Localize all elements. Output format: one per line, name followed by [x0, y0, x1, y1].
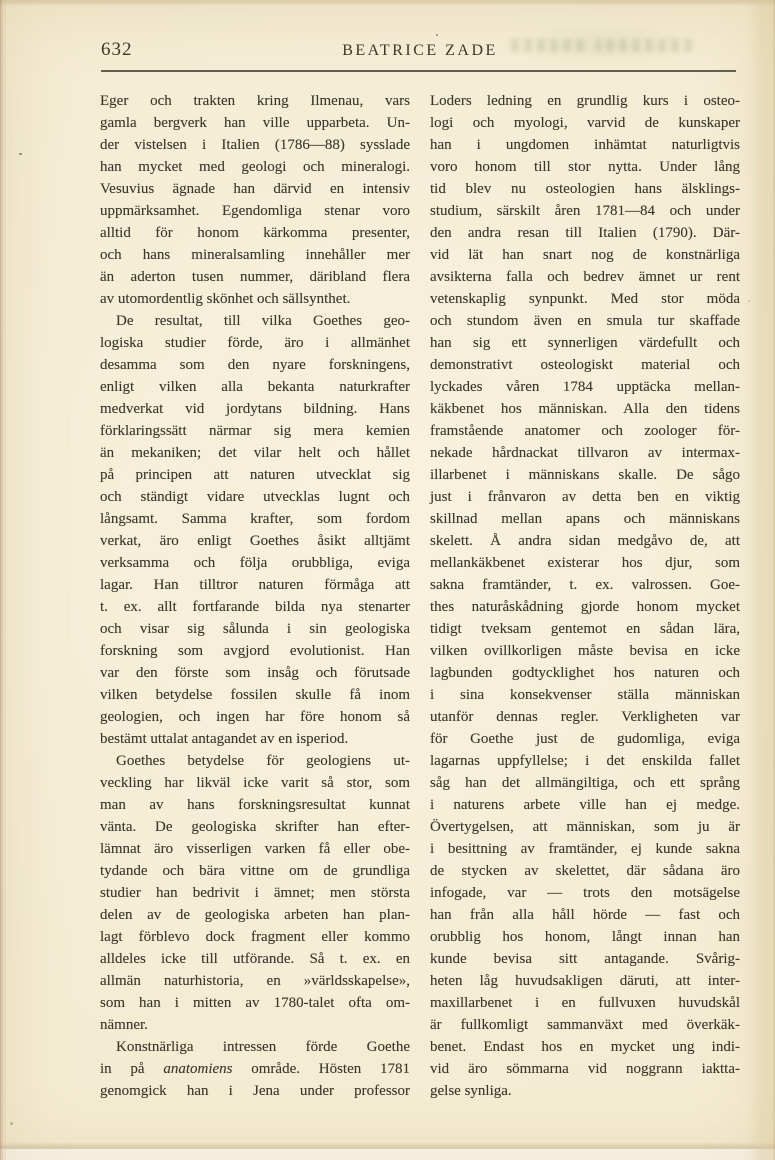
text-line: lagarnas uppfyllelse; i det enskilda fallet — [430, 753, 740, 769]
text-line: Eger och trakten kring Ilmenau, vars — [100, 93, 410, 109]
text-line: Goethes betydelse för geologiens ut- — [116, 753, 410, 769]
ink-speck — [748, 300, 750, 302]
text-line: studium, särskilt åren 1781—84 och under — [430, 203, 740, 219]
text-line: lämnat äro visserligen varken få eller obe- — [100, 841, 410, 857]
text-line: och ständigt vidare utvecklas lugnt och — [100, 489, 410, 505]
text-line: tid blev nu osteologien hans älsklings- — [430, 181, 740, 197]
text-line: såg han det allmängiltiga, och ett språng — [430, 775, 740, 791]
ink-speck — [436, 34, 438, 36]
text-line: än mekaniken; det vilar helt och hållet — [100, 445, 410, 461]
text-line: delen av de geologiska arbeten han plan- — [100, 907, 410, 923]
text-line: i sina konsekvenser ställa människan — [430, 687, 740, 703]
page-number: 632 — [101, 39, 133, 60]
text-line: gamla bergverk han ville upparbeta. Un- — [100, 115, 410, 131]
text-line: illarbenet i människans skalle. De sågo — [430, 467, 740, 483]
text-line: lagar. Han tilltror naturen förmåga att — [100, 577, 410, 593]
text-line: vilken ovillkorligen måste bevisa en icke — [430, 643, 740, 659]
header-rule — [101, 70, 736, 72]
text-line: der vistelsen i Italien (1786—88) sysslade — [100, 137, 410, 153]
left-column-lines — [100, 90, 410, 1102]
text-line: långsamt. Samma krafter, som fordom — [100, 511, 410, 527]
text-line: orubblig hos honom, långt innan han — [430, 929, 740, 945]
text-line: han mycket med geologi och mineralogi. — [100, 159, 410, 175]
text-line: verkat, äro enligt Goethes åsikt alltjämt — [100, 533, 410, 549]
text-line: vilken betydelse fossilen skulle få inom — [100, 687, 410, 703]
text-line: voro honom till stor nytta. Under lång — [430, 159, 740, 175]
text-line: enligt vilken alla bekanta naturkrafter — [100, 379, 410, 395]
text-line: genomgick han i Jena under professor — [100, 1083, 410, 1099]
bleedthrough-smudge — [506, 39, 584, 52]
text-line: logiska studier förde, äro i allmänhet — [100, 335, 410, 351]
text-line: de stycken av skelettet, där sådana äro — [430, 863, 740, 879]
text-line: nekade hårdnackat tillvaron av intermax- — [430, 445, 740, 461]
running-header: BEATRICE ZADE — [342, 42, 498, 59]
text-line: uppmärksamhet. Egendomliga stenar voro — [100, 203, 410, 219]
right-column-lines — [430, 90, 740, 1102]
text-line: är fullkomligt sammanväxt med överkäk- — [430, 1017, 740, 1033]
text-line: utanför dennas regler. Verkligheten var — [430, 709, 740, 725]
text-line: i naturens arbete ville han ej medge. — [430, 797, 740, 813]
text-line: tydande och bära vittne om de grundliga — [100, 863, 410, 879]
text-line: tidigt tveksam gentemot en sådan lära, — [430, 621, 740, 637]
text-line: och hans mineralsamling innehåller mer — [100, 247, 410, 263]
text-line: han sig ett synnerligen värdefullt och — [430, 335, 740, 351]
text-line: än aderton tusen nummer, däribland flera — [100, 269, 410, 285]
text-line: t. ex. allt fortfarande bilda nya stenarter — [100, 599, 410, 615]
text-line: logi och myologi, varvid de kunskaper — [430, 115, 740, 131]
text-line: bestämt uttalat antagandet av en isperiod. — [100, 731, 349, 747]
text-line: avsikterna falla och bedrev ämnet ur rent — [430, 269, 740, 285]
text-line: forskning som avgjord evolutionist. Han — [100, 643, 410, 659]
text-line: vänta. De geologiska skrifter han efter- — [100, 819, 410, 835]
text-line: han från alla håll hörde — fast och — [430, 907, 740, 923]
text-line: geologien, och ingen har före honom så — [100, 709, 410, 725]
text-line: kunde bevisa sitt antagande. Svårig- — [430, 951, 740, 967]
text-line: Vesuvius ägnade han därvid en intensiv — [100, 181, 410, 197]
text-line: skelett. Å andra sidan medgåvo de, att — [430, 533, 740, 549]
text-line: som han i mitten av 1780-talet ofta om- — [100, 995, 410, 1011]
text-line: nämner. — [100, 1017, 148, 1033]
text-line: allmän naturhistoria, en »världsskapelse», — [100, 973, 410, 989]
text-line: sakna framtänder, t. ex. valrossen. Goe- — [430, 577, 740, 593]
text-line: gelse synliga. — [430, 1083, 512, 1099]
text-line: mellankäkbenet existerar hos djur, som — [430, 555, 740, 571]
bleedthrough-smudge — [596, 39, 692, 52]
text-line: alldeles icke till utförande. Så t. ex. en — [100, 951, 410, 967]
text-line: i besittning av framtänder, ej kunde sakna — [430, 841, 740, 857]
text-line: lagt förblevo dock fragment eller kommo — [100, 929, 410, 945]
text-line: maxillarbenet i en fullvuxen huvudskål — [430, 995, 740, 1011]
text-line: lyckades våren 1784 upptäcka mellan- — [430, 379, 740, 395]
text-line: den andra resan till Italien (1790). Där- — [430, 225, 740, 241]
text-line: av utomordentlig skönhet och sällsynthet. — [100, 291, 351, 307]
text-line: och visar sig sålunda i sin geologiska — [100, 621, 410, 637]
text-line: benet. Endast hos en mycket ung indi- — [430, 1039, 740, 1055]
text-line: heten låg huvudsakligen däruti, att inter- — [430, 973, 740, 989]
text-line: desamma som den nyare forskningens, — [100, 357, 410, 373]
text-line: infogade, var — trots den motsägelse — [430, 885, 740, 901]
text-line: käkbenet hos människan. Alla den tidens — [430, 401, 740, 417]
text-line: var den förste som insåg och förutsade — [100, 665, 410, 681]
text-line: Konstnärliga intressen förde Goethe — [116, 1039, 410, 1055]
text-line: demonstrativt osteologiskt material och — [430, 357, 740, 373]
text-line: De resultat, till vilka Goethes geo- — [116, 313, 410, 329]
text-line: lagbunden godtycklighet hos naturen och — [430, 665, 740, 681]
text-line: just i frånvaron av detta ben en viktig — [430, 489, 740, 505]
text-line: alltid för honom kärkomma presenter, — [100, 225, 410, 241]
text-line: studier han bedrivit i ämnet; men största — [100, 885, 410, 901]
text-line: medverkat vid jordytans bildning. Hans — [100, 401, 410, 417]
text-line: Loders ledning en grundlig kurs i osteo- — [430, 93, 740, 109]
text-line: han i ungdomen inhämtat naturligtvis — [430, 137, 740, 153]
text-line: för Goethe just de gudomliga, eviga — [430, 731, 740, 747]
text-line: vid äro sömmarna vid noggrann iaktta- — [430, 1061, 740, 1077]
text-line: Övertygelsen, att människan, som ju är — [430, 819, 740, 835]
text-line: framstående anatomer och zoologer för- — [430, 423, 740, 439]
ink-speck — [10, 1122, 13, 1125]
text-line: vetenskaplig synpunkt. Med stor möda — [430, 291, 740, 307]
text-line: thes naturåskådning gjorde honom mycket — [430, 599, 740, 615]
text-line: på principen att naturen utvecklat sig — [100, 467, 410, 483]
text-line: verksamma och följa orubbliga, eviga — [100, 555, 410, 571]
text-line: in på anatomiens område. Hösten 1781 — [100, 1061, 410, 1077]
text-line: veckling har likväl icke varit så stor, som — [100, 775, 410, 791]
text-line: vid lät han snart nog de konstnärliga — [430, 247, 740, 263]
text-line: man av hans forskningsresultat kunnat — [100, 797, 410, 813]
text-line: och stundom även en smula tur skaffade — [430, 313, 740, 329]
ink-speck — [19, 153, 22, 155]
text-line: förklaringssätt närmar sig mera kemien — [100, 423, 410, 439]
text-line: skillnad mellan apans och människans — [430, 511, 740, 527]
